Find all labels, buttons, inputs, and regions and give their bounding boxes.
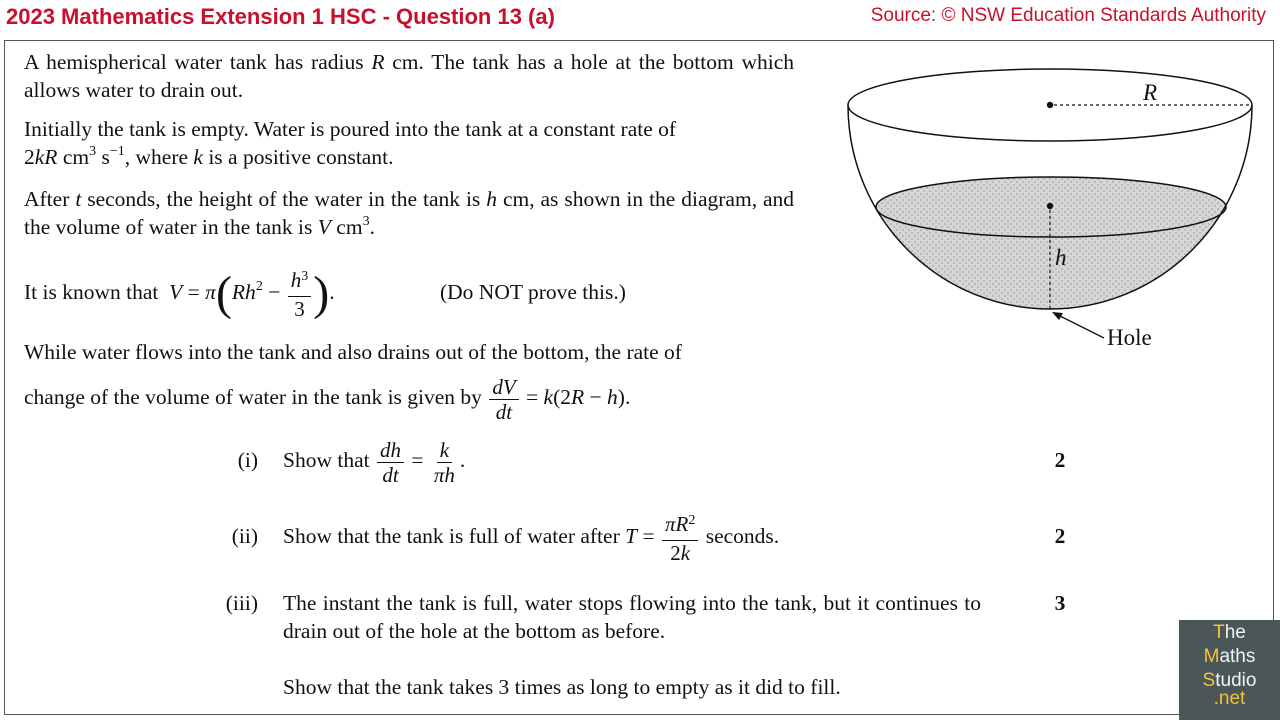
paragraph-intro: A hemispherical water tank has radius R cm. The tank has a hole at the bottom which allows water to drain out. bbox=[24, 50, 795, 102]
part-ii-marks: 2 bbox=[1054, 524, 1066, 548]
part-iii-label: (iii) bbox=[225, 591, 258, 615]
paragraph-flow-line1: While water flows into the tank and also drains out of the bottom, the rate of bbox=[24, 340, 682, 364]
rim-center-dot bbox=[1047, 102, 1053, 108]
paragraph-after-t: After t seconds, the height of the water in the tank is h cm, as shown in the diagram, and the volume of water in the tank is V $cm^3$. bbox=[24, 187, 795, 239]
part-iii-text2: Show that the tank takes 3 times as long to empty as it did to fill. bbox=[283, 675, 841, 699]
maths-studio-logo bbox=[1179, 620, 1280, 720]
part-i-label: (i) bbox=[237, 448, 258, 472]
height-label: h bbox=[1055, 245, 1067, 270]
surface-center-dot bbox=[1047, 203, 1053, 209]
part-iii-text: The instant the tank is full, water stops flowing into the tank, but it continues to drain out of the hole at the bottom as before. bbox=[283, 591, 981, 643]
logo-line-studio: Studio bbox=[1202, 670, 1257, 691]
part-iii-marks: 3 bbox=[1054, 591, 1066, 615]
logo-line-net: .net bbox=[1213, 688, 1246, 709]
do-not-prove-note: (Do NOT prove this.) bbox=[440, 280, 626, 304]
hemisphere-tank-diagram bbox=[830, 55, 1270, 365]
volume-formula-line: It is known that $V = \pi(Rh^2$ − $\frac{h^3}{3}$ ). bbox=[24, 267, 335, 321]
part-ii-text: Show that the tank is full of water after T = $\frac{\pi R^2}{2k}$ seconds. bbox=[283, 511, 780, 565]
logo-line-maths: Maths bbox=[1203, 646, 1256, 667]
hole-arrow bbox=[1058, 315, 1104, 338]
logo-line-the: The bbox=[1213, 622, 1246, 643]
page-title: 2023 Mathematics Extension 1 HSC - Question 13 (a) bbox=[6, 4, 555, 29]
source-credit: Source: © NSW Education Standards Authority bbox=[870, 5, 1266, 26]
volume-formula: $V = \pi(Rh^2$ − $\frac{h^3}{3}$ ). bbox=[169, 267, 335, 321]
part-ii-label: (ii) bbox=[231, 524, 258, 548]
part-i-marks: 2 bbox=[1054, 448, 1066, 472]
paragraph-initial: Initially the tank is empty. Water is poured into the tank at a constant rate of 2kR $cm^3$ $s^{-1}$, where k is a positive constant. bbox=[24, 117, 677, 169]
paragraph-flow-line2: change of the volume of water in the tank is given by $\frac{dV}{dt}$ = k(2R − h). bbox=[24, 374, 631, 424]
hole-label: Hole bbox=[1107, 325, 1152, 350]
part-i-text: Show that $\frac{dh}{dt}$ = $\frac{k}{\pi h}$ . bbox=[283, 437, 466, 487]
radius-label: R bbox=[1143, 80, 1158, 105]
water-region bbox=[876, 177, 1226, 309]
